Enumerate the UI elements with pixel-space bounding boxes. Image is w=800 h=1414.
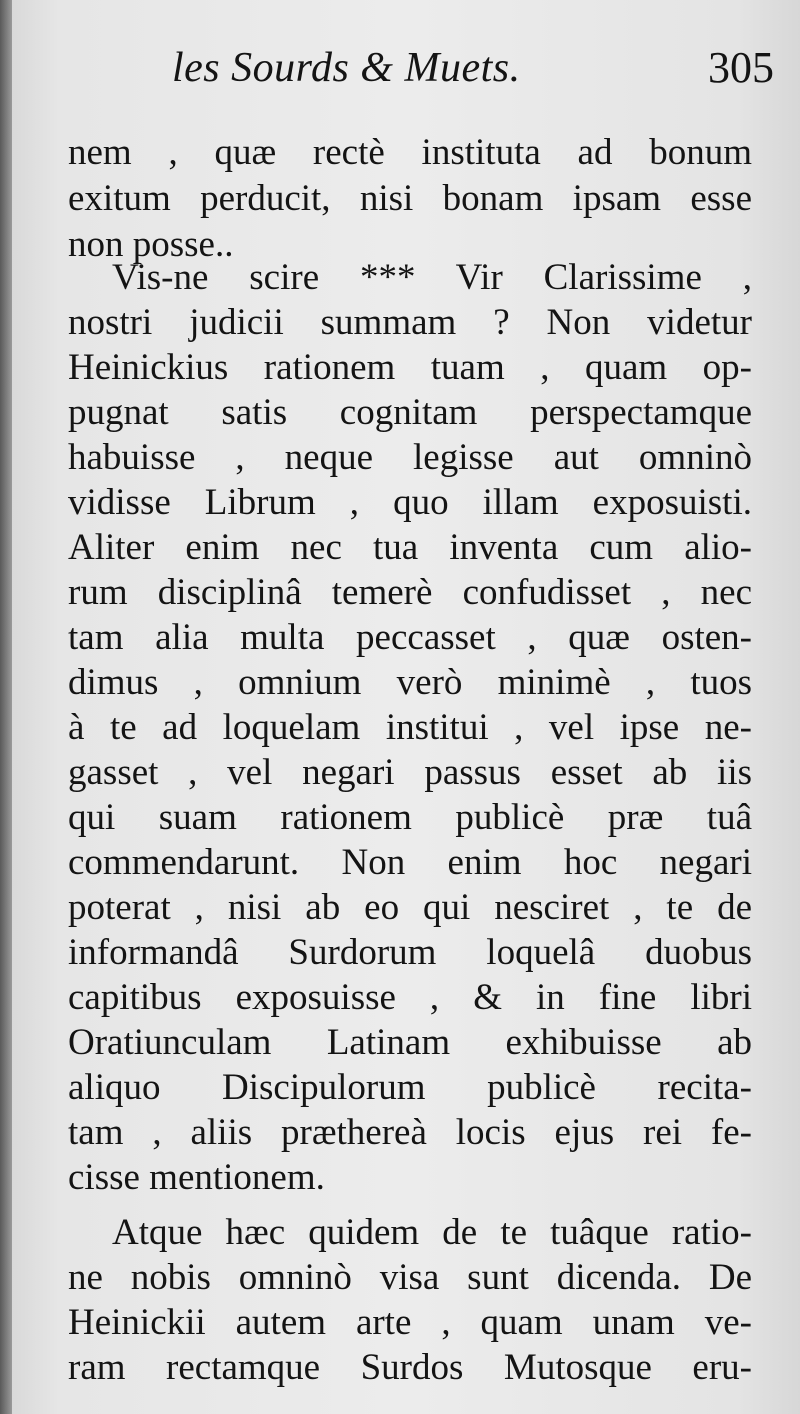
text-line: capitibus exposuisse , & in fine libri [68,977,752,1018]
text-line: Vis-ne scire *** Vir Clarissime , [112,257,752,298]
text-line: ne nobis omninò visa sunt dicenda. De [68,1257,752,1298]
text-line: ram rectamque Surdos Mutosque eru- [68,1347,752,1388]
text-line: à te ad loquelam institui , vel ipse ne- [68,707,752,748]
text-line: Oratiunculam Latinam exhibuisse ab [68,1022,752,1063]
text-line: exitum perducit, nisi bonam ipsam esse [68,178,752,219]
text-line: poterat , nisi ab eo qui nesciret , te de [68,887,752,928]
text-line: nem , quæ rectè instituta ad bonum [68,132,752,173]
text-line: Aliter enim nec tua inventa cum alio- [68,527,752,568]
text-line: informandâ Surdorum loquelâ duobus [68,932,752,973]
text-line: Atque hæc quidem de te tuâque ratio- [112,1212,752,1253]
text-line: rum disciplinâ temerè confudisset , nec [68,572,752,613]
text-line: cisse mentionem. [68,1157,325,1198]
running-head: les Sourds & Muets. [172,45,521,91]
text-line: vidisse Librum , quo illam exposuisti. [68,482,752,523]
text-line: tam alia multa peccasset , quæ osten- [68,617,752,658]
text-line: gasset , vel negari passus esset ab iis [68,752,752,793]
page-gutter-shadow [0,0,12,1414]
text-line: tam , aliis præthereà locis ejus rei fe- [68,1112,752,1153]
text-line: nostri judicii summam ? Non videtur [68,302,752,343]
book-page [12,0,800,1414]
text-line: pugnat satis cognitam perspectamque [68,392,752,433]
text-line: commendarunt. Non enim hoc negari [68,842,752,883]
text-line: Heinickii autem arte , quam unam ve- [68,1302,752,1343]
text-line: dimus , omnium verò minimè , tuos [68,662,752,703]
text-line: Heinickius rationem tuam , quam op- [68,347,752,388]
text-line: qui suam rationem publicè præ tuâ [68,797,752,838]
text-line: non posse.. [68,224,234,265]
text-line: aliquo Discipulorum publicè recita- [68,1067,752,1108]
page-number: 305 [708,43,774,92]
text-line: habuisse , neque legisse aut omninò [68,437,752,478]
